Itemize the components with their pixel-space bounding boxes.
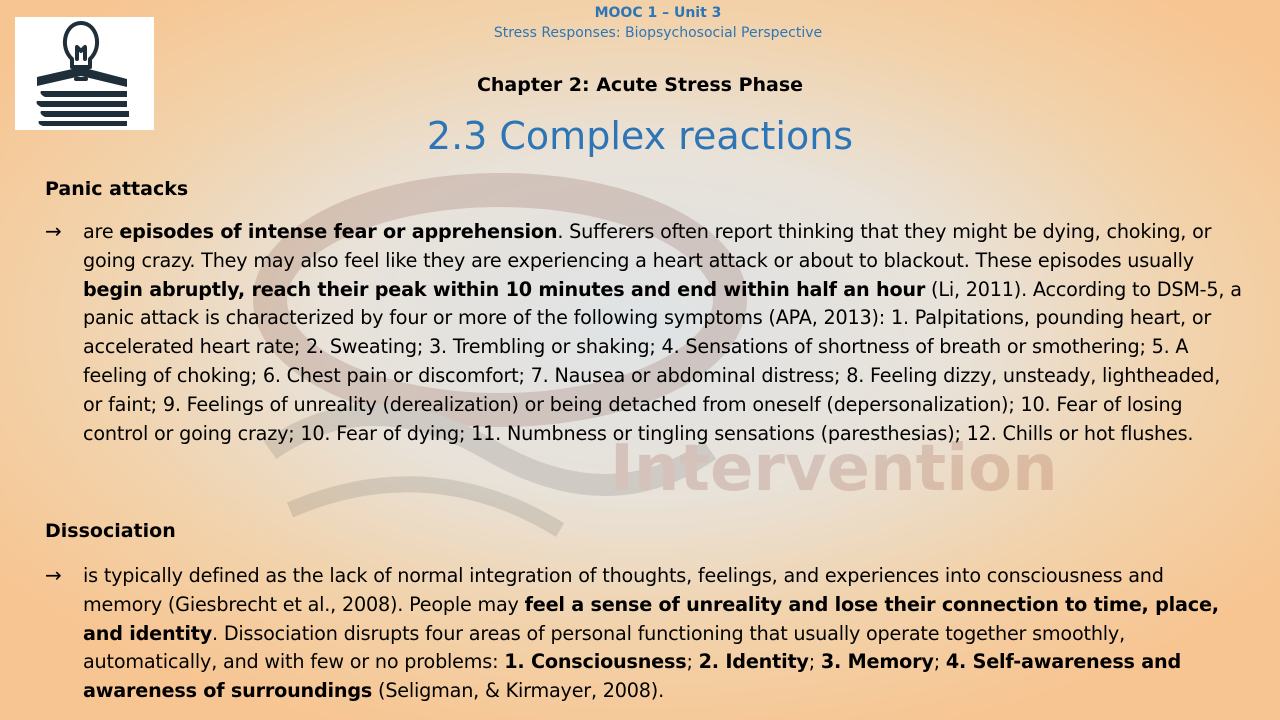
text-segment: . Sufferers often report thinking that they might be dying, choking, or going crazy. They may also feel like they are experiencing a heart attack or about to blackout. These episodes usually xyxy=(83,220,1212,272)
arrow-bullet-icon: → xyxy=(45,219,62,243)
bold-text-segment: episodes of intense fear or apprehension xyxy=(119,220,558,243)
text-segment: ; xyxy=(933,650,946,674)
arrow-bullet-icon: → xyxy=(45,563,62,587)
text-segment: ; xyxy=(686,650,699,674)
slide-title: 2.3 Complex reactions xyxy=(426,114,854,158)
section-heading-dissociation: Dissociation xyxy=(45,520,176,542)
bold-text-segment: 2. Identity xyxy=(698,650,809,674)
watermark-text: Intervention xyxy=(610,432,1058,506)
text-segment: is typically defined as the lack of normal integration of thoughts, feelings, and experiences into consciousness and memory (Giesbrecht et al., 2008). People may xyxy=(83,564,1164,616)
course-label: MOOC 1 – Unit 3 xyxy=(594,5,722,21)
text-segment: (Seligman, & Kirmayer, 2008). xyxy=(372,679,664,703)
bold-text-segment: begin abruptly, reach their peak within 10 minutes and end within half an hour xyxy=(83,277,926,301)
text-segment: (Li, 2011). According to DSM-5, a panic attack is characterized by four or more of the following symptoms (APA, 2013): 1. Palpitations, pounding heart, or accelerated heart rate; 2. Sweating; 3. Trembling or shaking; 4. Sensations of shortness of breath or smothering; 5. A feeling of choking; 6. Chest pain or discomfort; 7. Nausea or abdominal distress; 8. Feeling dizzy, unsteady, lightheaded, or faint; 9. Feelings of unreality (derealization) or being detached from oneself (depersonalization); 10. Fear of losing control or going crazy; 10. Fear of dying; 11. Numbness or tingling sensations (paresthesias); 12. Chills or hot flushes. xyxy=(83,277,1242,445)
text-segment: are xyxy=(83,220,120,243)
text-segment: ; xyxy=(808,650,821,674)
section-heading-panic-attacks: Panic attacks xyxy=(45,178,189,200)
logo xyxy=(15,17,154,130)
panic-attacks-paragraph xyxy=(83,218,1243,448)
text-segment: . Dissociation disrupts four areas of personal functioning that usually operate together smoothly, automatically, and with few or no problems: xyxy=(83,621,1125,674)
bold-text-segment: 1. Consciousness xyxy=(504,650,687,674)
bold-text-segment: feel a sense of unreality and lose their connection to time, place, and identity xyxy=(83,592,1219,645)
bold-text-segment: 3. Memory xyxy=(820,650,934,674)
dissociation-paragraph xyxy=(83,562,1243,706)
chapter-title: Chapter 2: Acute Stress Phase xyxy=(476,74,804,96)
course-subtitle: Stress Responses: Biopsychosocial Perspective xyxy=(493,25,823,41)
lightbulb-books-icon xyxy=(15,17,154,130)
bold-text-segment: 4. Self-awareness and awareness of surroundings xyxy=(83,650,1181,703)
